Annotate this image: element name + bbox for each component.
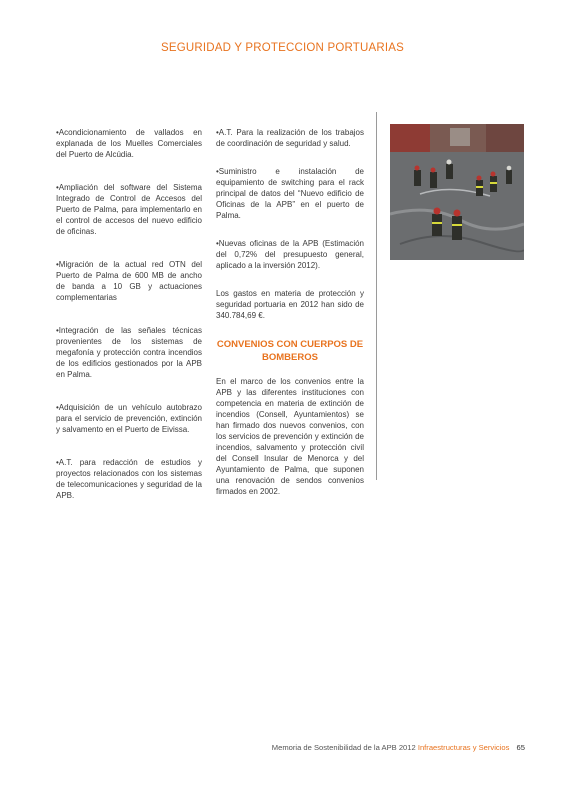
footer-section-name: Infraestructuras y Servicios [417, 743, 510, 752]
list-item: •Adquisición de un vehículo autobrazo para el servicio de prevención, extinción y salvamento en el Puerto de Eivissa. [56, 403, 202, 434]
list-item: •Ampliación del software del Sistema Integrado de Control de Accesos del Puerto de Palma, para implementarlo en el control de accesos del nuevo edificio de oficinas. [56, 183, 202, 236]
firefighters-photo [390, 124, 524, 260]
list-item: •Integración de las señales técnicas provenientes de los sistemas de megafonía y protección contra incendios de los edificios gestionados por la APB en Palma. [56, 326, 202, 379]
list-item: •Migración de la actual red OTN del Puerto de Palma de 600 MB de ancho de banda a 10 GB y actuaciones complementarias [56, 260, 202, 302]
expenses-paragraph: Los gastos en materia de protección y seguridad portuaria en 2012 han sido de 340.784,69 €. [216, 289, 364, 320]
section-heading: CONVENIOS CON CUERPOS DE BOMBEROS [216, 339, 364, 363]
page-footer [272, 743, 525, 752]
footer-report-name: Memoria de Sostenibilidad de la APB 2012 [271, 743, 416, 752]
column-divider [376, 112, 377, 480]
list-item: •Nuevas oficinas de la APB (Estimación del 0,72% del presupuesto general, aplicado a la inversión 2012). [216, 239, 364, 270]
list-item: •Acondicionamiento de vallados en explanada de los Muelles Comerciales del Puerto de Alcúdia. [56, 128, 202, 159]
firefighters-image [390, 124, 524, 260]
page-number: 65 [516, 743, 525, 752]
section-paragraph: En el marco de los convenios entre la APB y las diferentes instituciones con competencia en materia de extinción de incendios (Consell, Ayuntamientos) se han firmado dos nuevos convenios, con los servicios de prevención y extinción de incendios, salvamento y protección civil del Consell Insular de Menorca y del Ayuntamiento de Palma, que suponen una renovación de sendos convenios firmados en 2002. [216, 377, 364, 496]
page-title: SEGURIDAD Y PROTECCION PORTUARIAS [160, 42, 405, 54]
list-item: •A.T. para redacción de estudios y proyectos relacionados con los sistemas de telecomunicaciones y seguridad de la APB. [56, 458, 202, 500]
list-item: •Suministro e instalación de equipamiento de switching para el rack principal de datos del “Nuevo edificio de Oficinas de la APB” en el puerto de Palma. [216, 167, 364, 220]
list-item: •A.T. Para la realización de los trabajos de coordinación de seguridad y salud. [216, 128, 364, 148]
left-column [56, 127, 202, 523]
middle-column [216, 127, 364, 514]
